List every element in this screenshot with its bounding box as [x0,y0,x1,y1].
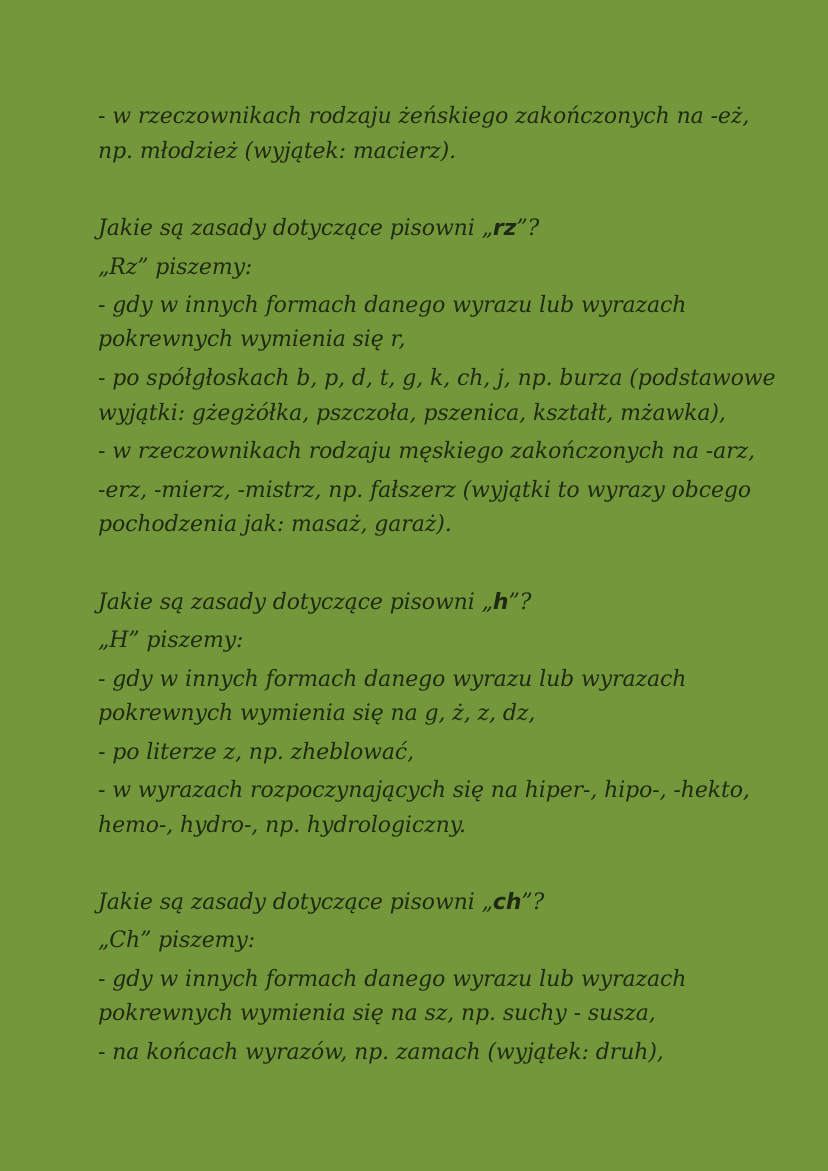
rz-question [98,214,539,244]
ch-subhead: „Ch” piszemy: [98,928,256,953]
ch-line-1: - gdy w innych formach danego wyrazu lub wyrazach [98,967,687,992]
h-question-prefix: Jakie są zasady dotyczące pisowni „ [98,590,493,615]
h-question [98,588,531,618]
intro-line-2: np. młodzież (wyjątek: macierz). [98,139,457,164]
rz-line-4: wyjątki: gżegżółka, pszczoła, pszenica, kształt, mżawka), [98,401,726,426]
ch-question [98,888,544,918]
rz-line-6: -erz, -mierz, -mistrz, np. fałszerz (wyjątki to wyrazy obcego [98,478,752,503]
rz-subhead: „Rz” piszemy: [98,255,253,280]
h-line-3: - po literze z, np. zheblować, [98,740,415,765]
rz-line-1: - gdy w innych formach danego wyrazu lub wyrazach [98,293,687,318]
rz-line-2: pokrewnych wymienia się r, [98,327,406,352]
ch-line-2: pokrewnych wymienia się na sz, np. suchy - susza, [98,1001,656,1026]
h-keyword: h [492,590,509,615]
rz-keyword: rz [492,216,517,241]
ch-question-suffix: ”? [521,890,545,915]
rz-line-7: pochodzenia jak: masaż, garaż). [98,512,452,537]
rz-line-5: - w rzeczownikach rodzaju męskiego zakończonych na -arz, [98,439,755,464]
h-subhead: „H” piszemy: [98,628,244,653]
h-line-4: - w wyrazach rozpoczynających się na hiper-, hipo-, -hekto, [98,778,750,803]
intro-line-1: - w rzeczownikach rodzaju żeńskiego zakończonych na -eż, [98,104,750,129]
ch-keyword: ch [492,890,522,915]
h-question-suffix: ”? [508,590,532,615]
ch-line-3: - na końcach wyrazów, np. zamach (wyjątek: druh), [98,1040,664,1065]
h-line-5: hemo-, hydro-, np. hydrologiczny. [98,813,466,838]
h-line-1: - gdy w innych formach danego wyrazu lub wyrazach [98,667,687,692]
ch-question-prefix: Jakie są zasady dotyczące pisowni „ [98,890,493,915]
rz-question-prefix: Jakie są zasady dotyczące pisowni „ [98,216,493,241]
rz-question-suffix: ”? [516,216,540,241]
rz-line-3: - po spółgłoskach b, p, d, t, g, k, ch, j, np. burza (podstawowe [98,366,776,391]
h-line-2: pokrewnych wymienia się na g, ż, z, dz, [98,701,536,726]
